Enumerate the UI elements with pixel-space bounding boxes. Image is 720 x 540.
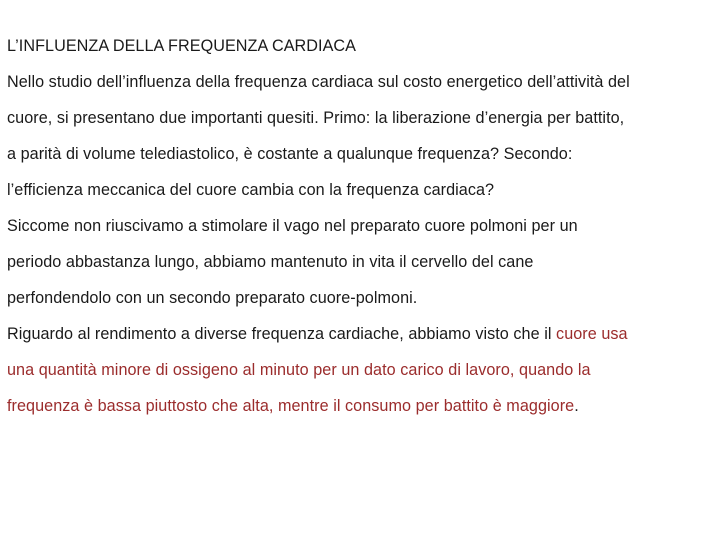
paragraph-1-line-1: Nello studio dell’influenza della frequenza cardiaca sul costo energetico dell’attività del [7,73,630,91]
paragraph-2-line-3: perfondendolo con un secondo preparato cuore-polmoni. [7,289,418,307]
paragraph-2-line-1: Siccome non riuscivamo a stimolare il vago nel preparato cuore polmoni per un [7,217,578,235]
paragraph-3-line-1-highlight: cuore usa [556,325,628,343]
paragraph-3-line-3 [7,388,717,424]
paragraph-3-line-2-highlight: una quantità minore di ossigeno al minuto per un dato carico di lavoro, quando la [7,361,591,379]
paragraph-3-line-3-highlight: frequenza è bassa piuttosto che alta, mentre il consumo per battito è maggiore [7,397,575,415]
paragraph-1-line-4: l’efficienza meccanica del cuore cambia con la frequenza cardiaca? [7,181,495,199]
paragraph-3-line-3-period: . [574,397,579,415]
slide-title: L’INFLUENZA DELLA FREQUENZA CARDIACA [7,37,357,55]
paragraph-3-line-1-text: Riguardo al rendimento a diverse frequenza cardiache, abbiamo visto che il [7,325,557,343]
paragraph-1-line-3: a parità di volume telediastolico, è costante a qualunque frequenza? Secondo: [7,145,573,163]
paragraph-3-line-1 [7,316,717,352]
paragraph-2-line-2: periodo abbastanza lungo, abbiamo mantenuto in vita il cervello del cane [7,253,534,271]
paragraph-1-line-2: cuore, si presentano due importanti quesiti. Primo: la liberazione d’energia per battito, [7,109,625,127]
slide-text-body [7,28,717,424]
